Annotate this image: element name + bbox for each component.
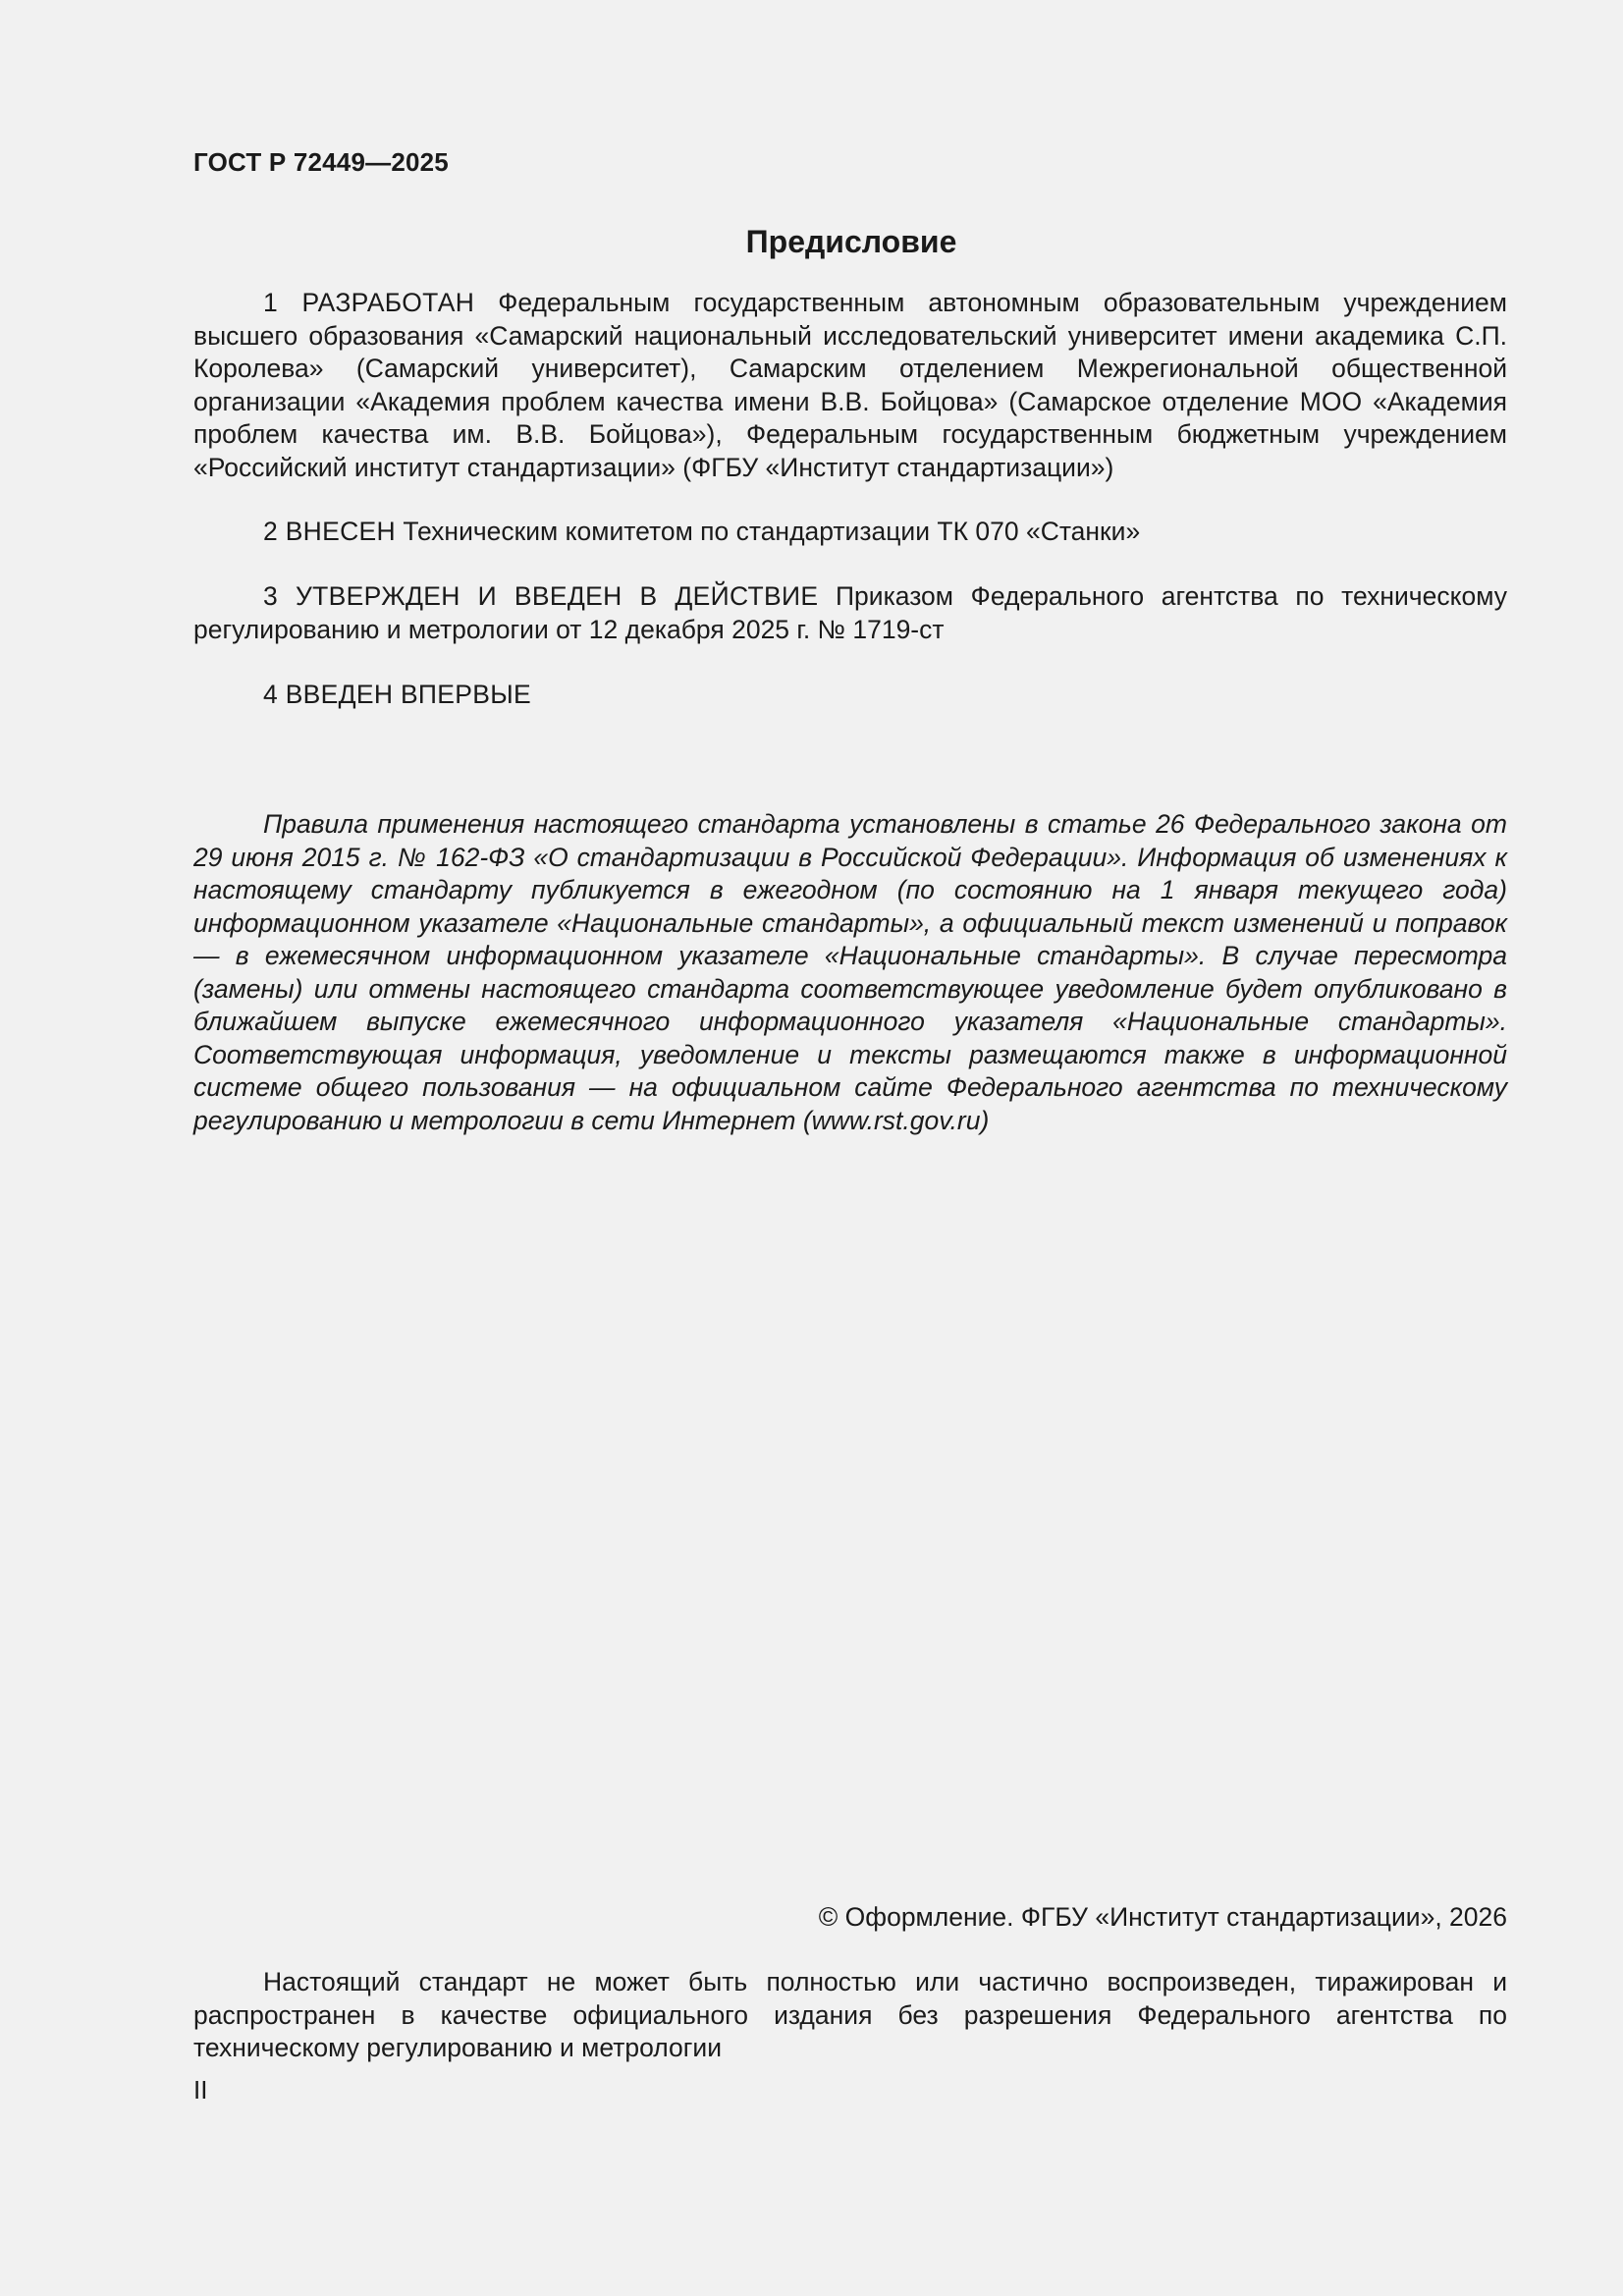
page-title: Предисловие: [745, 224, 957, 259]
page-number: II: [193, 2075, 208, 2105]
foreword-item-3-text: Приказом Федерального агентства по техническому регулированию и метрологии от 12 декабря 2025 г. № 1719-ст: [193, 581, 1507, 644]
foreword-item-1-lead: 1 РАЗРАБОТАН: [263, 288, 475, 317]
application-rules-notice: Правила применения настоящего стандарта установлены в статье 26 Федерального закона от 29 июня 2015 г. № 162-ФЗ «О стандартизации в Российской Федерации». Информация об изменениях к настоящему стандарту публикуется в ежегодном (по состоянию на 1 января текущего года) информационном указателе «Национальные стандарты», а официальный текст изменений и поправок — в ежемесячном информационном указателе «Национальные стандарты». В случае пересмотра (замены) или отмены настоящего стандарта соответствующее уведомление будет опубликовано в ближайшем выпуске ежемесячного информационного указателя «Национальные стандарты». Соответствующая информация, уведомление и тексты размещаются также в информационной системе общего пользования — на официальном сайте Федерального агентства по техническому регулированию и метрологии в сети Интернет (www.rst.gov.ru): [193, 809, 1507, 1135]
foreword-item-2: [193, 516, 1507, 549]
foreword-item-3: [193, 580, 1507, 646]
foreword-item-1: [193, 287, 1507, 484]
foreword-item-2-text: Техническим комитетом по стандартизации ТК 070 «Станки»: [403, 517, 1141, 546]
foreword-item-4: [193, 679, 1507, 712]
foreword-item-2-lead: 2 ВНЕСЕН: [263, 517, 396, 546]
foreword-item-3-lead: 3 УТВЕРЖДЕН И ВВЕДЕН В ДЕЙСТВИЕ: [263, 581, 819, 611]
foreword-item-4-lead: 4 ВВЕДЕН ВПЕРВЫЕ: [263, 680, 531, 709]
foreword-item-1-text: Федеральным государственным автономным образовательным учреждением высшего образования «Самарский национальный исследовательский университет имени академика С.П. Королева» (Самарский университет), Самарским отделением Межрегиональной общественной организации «Академия проблем качества имени В.В. Бойцова» (Самарское отделение МОО «Академия проблем качества им. В.В. Бойцова»), Федеральным государственным бюджетным учреждением «Российский институт стандартизации» (ФГБУ «Институт стандартизации»): [193, 288, 1507, 482]
copyright-line: © Оформление. ФГБУ «Институт стандартизации», 2026: [818, 1902, 1507, 1932]
reproduction-notice: Настоящий стандарт не может быть полностью или частично воспроизведен, тиражирован и распространен в качестве официального издания без разрешения Федерального агентства по техническому регулированию и метрологии: [193, 1967, 1507, 2062]
document-code: ГОСТ Р 72449—2025: [193, 147, 449, 177]
